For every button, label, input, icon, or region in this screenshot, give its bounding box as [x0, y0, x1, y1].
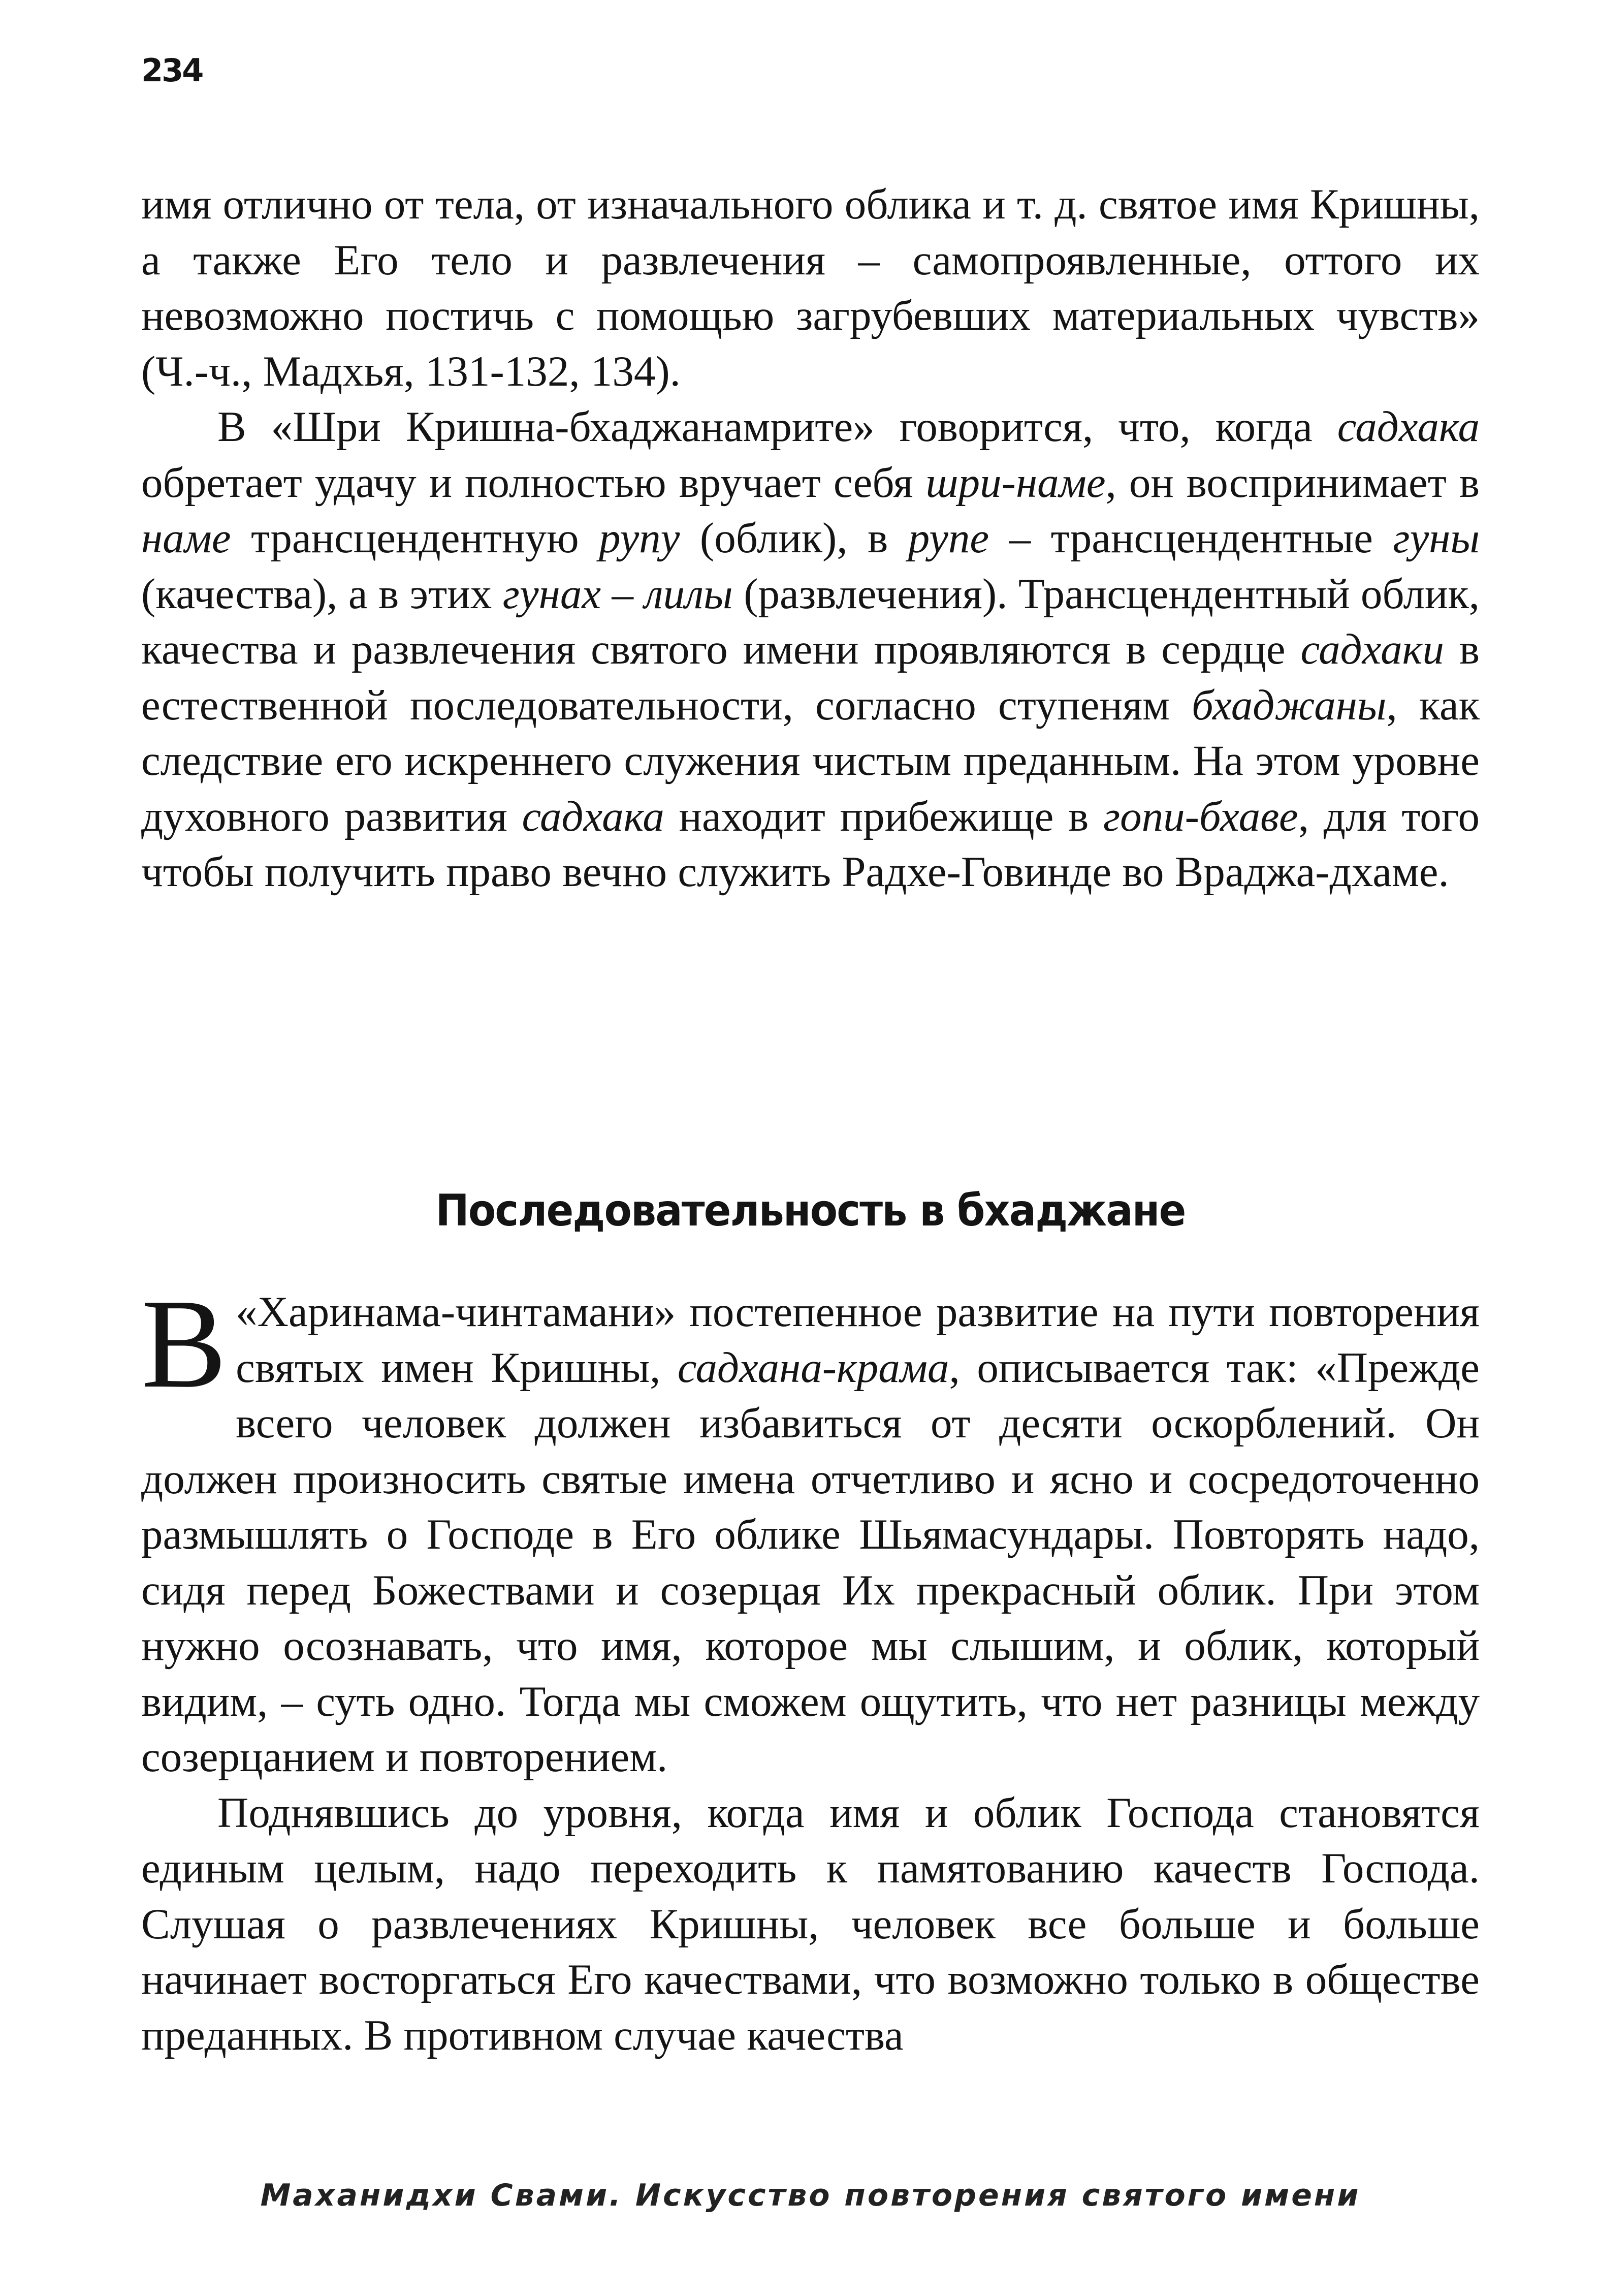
body-text-section	[141, 1272, 1480, 2063]
italic-term: шри-наме	[925, 458, 1106, 507]
paragraph	[141, 399, 1480, 900]
text-run: – трансцендентные	[989, 514, 1393, 562]
italic-term: лилы	[644, 570, 733, 618]
italic-term: гуны	[1393, 514, 1480, 562]
text-run: –	[601, 570, 645, 618]
paragraph	[141, 1272, 1480, 1785]
text-run: имя отлично от тела, от изначального облика и т. д. святое имя Кришны, а также Его тело и развлечения – самопроявленные, оттого их невозможно постичь с помощью загрубевших материальных чувств» (Ч.-ч., Мадхья, 131-132, 134).	[141, 180, 1480, 395]
text-run: Поднявшись до уровня, когда имя и облик Господа становятся единым целым, надо переходить к памятованию качеств Господа. Слушая о развлечениях Кришны, человек все больше и больше начинает восторгаться Его качествами, что возможно только в обществе преданных. В противном случае качества	[141, 1788, 1480, 2059]
text-run: в естественной последовательности, согласно ступеням	[141, 625, 1480, 729]
body-text-top	[141, 177, 1480, 900]
text-run: , он воспринимает в	[1105, 458, 1480, 507]
italic-term: бхаджаны	[1192, 681, 1387, 729]
italic-term: садхана-крама	[677, 1343, 949, 1392]
text-run: «Харинама-чинтамани» постепенное развитие на пути повторения святых имен Кришны,	[236, 1288, 1480, 1392]
text-run: , описывается так: «Прежде всего человек должен избавиться от десяти оскорблений. Он должен произносить святые имена отчетливо и ясно и сосредоточенно размышлять о Господе в Его облике Шьямасундары. Повторять надо, сидя перед Божествами и созерцая Их прекрасный облик. При этом нужно осознавать, что имя, которое мы слышим, и облик, который видим, – суть одно. Тогда мы сможем ощутить, что нет разницы между созерцанием и повторением.	[141, 1343, 1480, 1781]
italic-term: рупу	[599, 514, 680, 562]
text-run: В «Шри Кришна-бхаджанамрите» говорится, что, когда	[217, 403, 1337, 451]
paragraph	[141, 1785, 1480, 2064]
running-footer: Маханидхи Свами. Искусство повторения святого имени	[260, 2178, 1361, 2213]
section-heading: Последовательность в бхаджане	[435, 1185, 1186, 1237]
italic-term: садхаки	[1300, 625, 1444, 673]
italic-term: садхака	[522, 792, 664, 840]
page-number: 234	[141, 52, 203, 89]
italic-term: гунах	[502, 570, 601, 618]
text-run: трансцендентную	[231, 514, 599, 562]
text-run: , для того чтобы получить право вечно служить Радхе-Говинде во Враджа-дхаме.	[141, 792, 1480, 896]
paragraph	[141, 177, 1480, 399]
italic-term: рупе	[908, 514, 989, 562]
italic-term: садхака	[1337, 403, 1480, 451]
drop-cap: В	[141, 1272, 227, 1414]
italic-term: наме	[141, 514, 231, 562]
text-run: (развлечения). Трансцендентный облик, качества и развлечения святого имени проявляются в сердце	[141, 570, 1480, 673]
text-run: , как следствие его искреннего служения чистым преданным. На этом уровне духовного развития	[141, 681, 1480, 840]
italic-term: гопи-бхаве	[1103, 792, 1298, 840]
text-run: находит прибежище в	[664, 792, 1103, 840]
text-run: обретает удачу и полностью вручает себя	[141, 458, 926, 507]
text-run: (облик), в	[680, 514, 908, 562]
text-run: (качества), а в этих	[141, 570, 503, 618]
